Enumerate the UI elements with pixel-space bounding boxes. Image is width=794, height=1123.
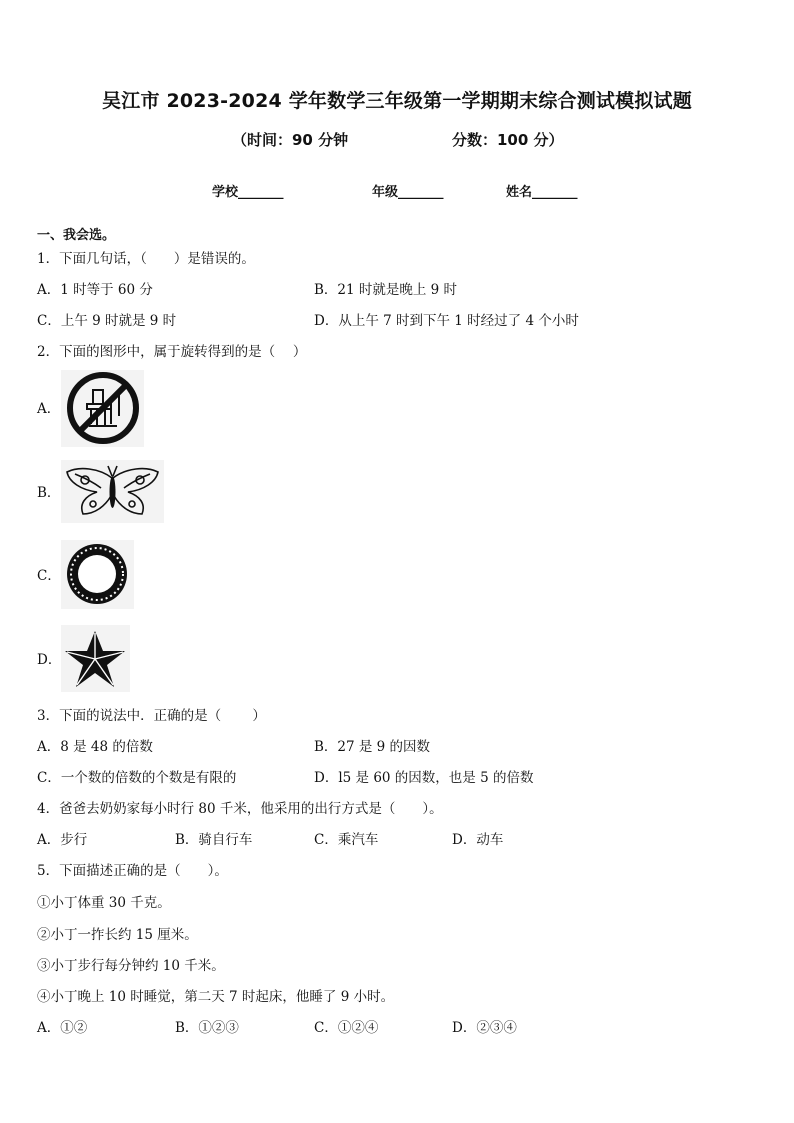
- school-field: 学校_______: [212, 185, 284, 200]
- question-2-stem: 2．下面的图形中，属于旋转得到的是（ ）: [37, 344, 307, 360]
- q3-option-c: C．一个数的倍数的个数是有限的: [37, 770, 237, 786]
- q1-option-a: A．1 时等于 60 分: [37, 282, 153, 298]
- q3-option-b: B．27 是 9 的因数: [314, 739, 431, 755]
- q2-option-a: A．: [37, 401, 61, 417]
- q3-option-d: D．l5 是 60 的因数，也是 5 的倍数: [314, 770, 534, 786]
- q5-statement-3: ③小丁步行每分钟约 10 千米。: [37, 958, 225, 974]
- name-field: 姓名_______: [506, 185, 578, 200]
- q2-option-c: C．: [37, 568, 61, 584]
- question-3-stem: 3．下面的说法中．正确的是（ ）: [37, 708, 266, 724]
- q2-option-b: B．: [37, 485, 61, 501]
- question-1-stem: 1．下面几句话，（ ）是错误的。: [37, 251, 255, 267]
- q5-option-a: A．①②: [37, 1020, 88, 1036]
- question-4-stem: 4．爸爸去奶奶家每小时行 80 千米，他采用的出行方式是（ ）。: [37, 801, 443, 817]
- page-title: 吴江市 2023-2024 学年数学三年级第一学期期末综合测试模拟试题: [102, 90, 692, 112]
- q4-option-a: A．步行: [37, 832, 88, 848]
- q5-option-d: D．②③④: [452, 1020, 517, 1036]
- q4-option-b: B．骑自行车: [175, 832, 253, 848]
- q5-option-b: B．①②③: [175, 1020, 239, 1036]
- ring-image: [61, 540, 134, 609]
- grade-field: 年级_______: [372, 185, 444, 200]
- exam-time: （时间：90 分钟: [232, 131, 349, 149]
- section-heading: 一、我会选。: [37, 228, 116, 243]
- exam-score: 分数：100 分）: [452, 131, 564, 149]
- q4-option-c: C．乘汽车: [314, 832, 379, 848]
- butterfly-image: [61, 460, 164, 523]
- q5-statement-2: ②小丁一拃长约 15 厘米。: [37, 927, 198, 943]
- q5-statement-4: ④小丁晚上 10 时睡觉，第二天 7 时起床，他睡了 9 小时。: [37, 989, 395, 1005]
- q1-option-b: B．21 时就是晚上 9 时: [314, 282, 458, 298]
- q2-option-d: D．: [37, 652, 62, 668]
- q3-option-a: A．8 是 48 的倍数: [37, 739, 153, 755]
- q1-option-c: C．上午 9 时就是 9 时: [37, 313, 177, 329]
- q5-option-c: C．①②④: [314, 1020, 379, 1036]
- no-sign-icon: [61, 370, 144, 447]
- question-5-stem: 5．下面描述正确的是（ ）。: [37, 863, 228, 879]
- star-image: [61, 625, 130, 692]
- q1-option-d: D．从上午 7 时到下午 1 时经过了 4 个小时: [314, 313, 579, 329]
- q4-option-d: D．动车: [452, 832, 504, 848]
- q5-statement-1: ①小丁体重 30 千克。: [37, 895, 171, 911]
